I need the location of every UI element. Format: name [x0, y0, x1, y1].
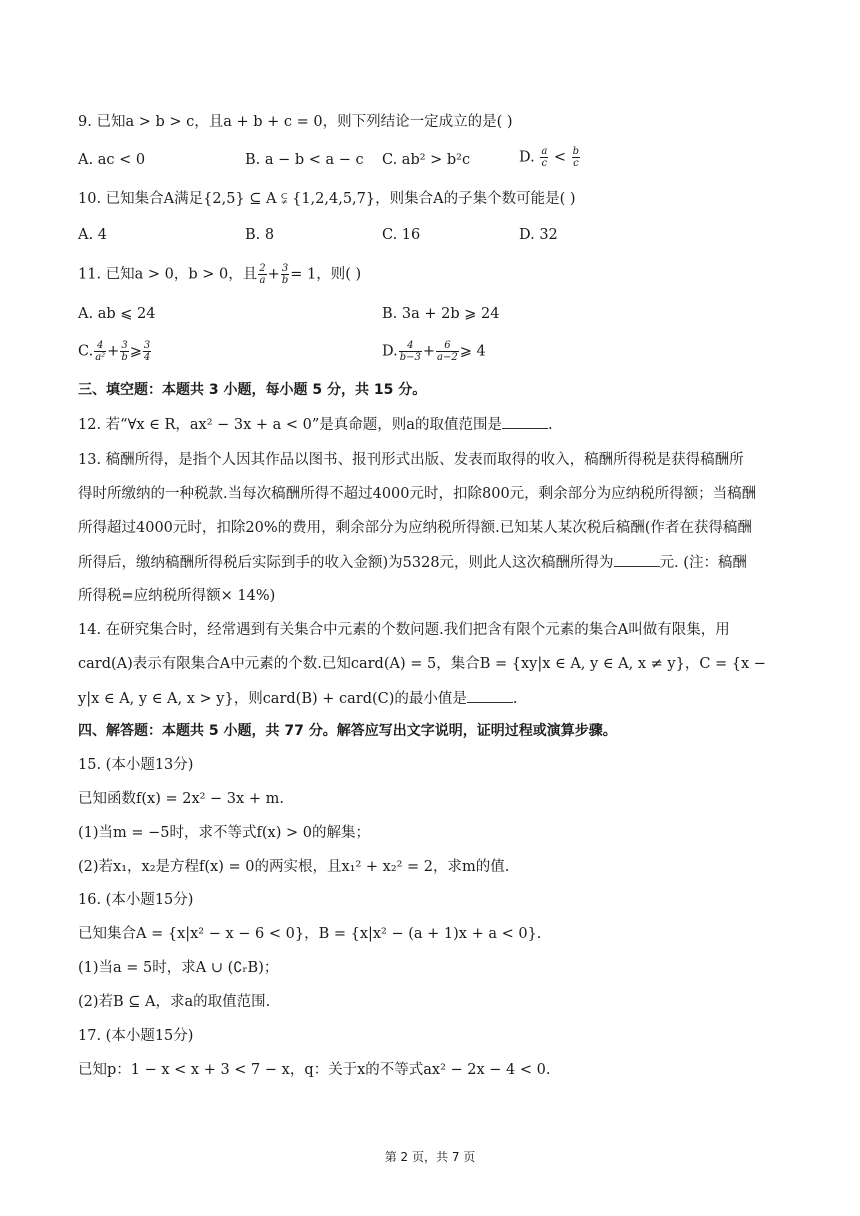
q13-line-2: 得时所缴纳的一种税款.当每次稿酬所得不超过4000元时，扣除800元，剩余部分为应纳税所得额；当稿酬: [78, 486, 757, 502]
q11-stem: 11. 已知a > 0，b > 0，且 $\frac{2}{a}$ + $\frac{3}{b}$ = 1，则( ): [78, 263, 362, 286]
q16-line-1: 已知集合A = {x|x² − x − 6 < 0}，B = {x|x² − (a + 1)x + a < 0}.: [78, 926, 542, 942]
q10-option-a: A. 4: [78, 227, 107, 243]
q13-line-5: 所得税=应纳税所得额× 14%): [78, 588, 276, 604]
q11-option-b: B. 3a + 2b ⩾ 24: [382, 306, 500, 322]
q11-option-d: D. $\frac{4}{b-3}$ + $\frac{6}{a-2}$ ⩾ 4: [382, 340, 486, 363]
q10-option-d: D. 32: [519, 227, 558, 243]
q14-answer-blank: [467, 688, 513, 703]
q15-line-1: 已知函数f(x) = 2x² − 3x + m.: [78, 791, 284, 807]
q12-stem: 12. 若“∀x ∈ R，ax² − 3x + a < 0”是真命题，则a的取值范围是 .: [78, 414, 553, 435]
q12-answer-blank: [502, 414, 548, 429]
q10-option-b: B. 8: [245, 227, 275, 243]
section-solutions-heading: 四、解答题：本题共 5 小题，共 77 分。解答应写出文字说明，证明过程或演算步骤。: [78, 723, 617, 739]
q9-option-a: A. ac < 0: [78, 152, 146, 168]
q15-heading: 15. (本小题13分): [78, 757, 194, 773]
q9-stem: 9. 已知a > b > c，且a + b + c = 0，则下列结论一定成立的是( ): [78, 114, 513, 130]
q9-option-c: C. ab² > b²c: [382, 152, 471, 168]
q13-answer-blank: [614, 552, 660, 567]
q17-line-1: 已知p：1 − x < x + 3 < 7 − x，q：关于x的不等式ax² − 2x − 4 < 0.: [78, 1062, 551, 1078]
q15-line-3: (2)若x₁，x₂是方程f(x) = 0的两实根，且x₁² + x₂² = 2，求m的值.: [78, 859, 510, 875]
q16-heading: 16. (本小题15分): [78, 892, 194, 908]
q11-option-c: C. $\frac{4}{\text{a²}}$ + $\frac{3}{b}$ ⩾ $\frac{3}{4}$: [78, 340, 151, 363]
q13-line-1: 13. 稿酬所得，是指个人因其作品以图书、报刊形式出版、发表而取得的收入，稿酬所得税是获得稿酬所: [78, 452, 744, 468]
q16-line-2: (1)当a = 5时，求A ∪ (∁ᵣB)；: [78, 960, 279, 976]
q9-option-d: D. $\frac{a}{c}$ < $\frac{b}{c}$: [519, 146, 580, 169]
q10-stem: 10. 已知集合A满足{2,5} ⊆ A ⫋ {1,2,4,5,7}，则集合A的子集个数可能是( ): [78, 191, 576, 207]
section-fill-in-heading: 三、填空题：本题共 3 小题，每小题 5 分，共 15 分。: [78, 382, 427, 398]
q14-line-1: 14. 在研究集合时，经常遇到有关集合中元素的个数问题.我们把含有限个元素的集合A叫做有限集，用: [78, 622, 730, 638]
q13-line-3: 所得超过4000元时，扣除20%的费用，剩余部分为应纳税所得额.已知某人某次税后稿酬(作者在获得稿酬: [78, 520, 752, 536]
q9-option-b: B. a − b < a − c: [245, 152, 364, 168]
q15-line-2: (1)当m = −5时，求不等式f(x) > 0的解集；: [78, 825, 370, 841]
q10-option-c: C. 16: [382, 227, 421, 243]
q16-line-3: (2)若B ⊆ A，求a的取值范围.: [78, 994, 271, 1010]
q17-heading: 17. (本小题15分): [78, 1028, 194, 1044]
q11-option-a: A. ab ⩽ 24: [78, 306, 156, 322]
q13-line-4: 所得后，缴纳稿酬所得税后实际到手的收入金额)为5328元，则此人这次稿酬所得为 元. (注：稿酬: [78, 552, 747, 573]
q14-line-3: y|x ∈ A, y ∈ A, x > y}，则card(B) + card(C)的最小值是 .: [78, 688, 518, 709]
page-number-footer: 第 2 页，共 7 页: [384, 1150, 476, 1164]
q14-line-2: card(A)表示有限集合A中元素的个数.已知card(A) = 5，集合B = {xy|x ∈ A, y ∈ A, x ≠ y}，C = {x −: [78, 656, 766, 672]
